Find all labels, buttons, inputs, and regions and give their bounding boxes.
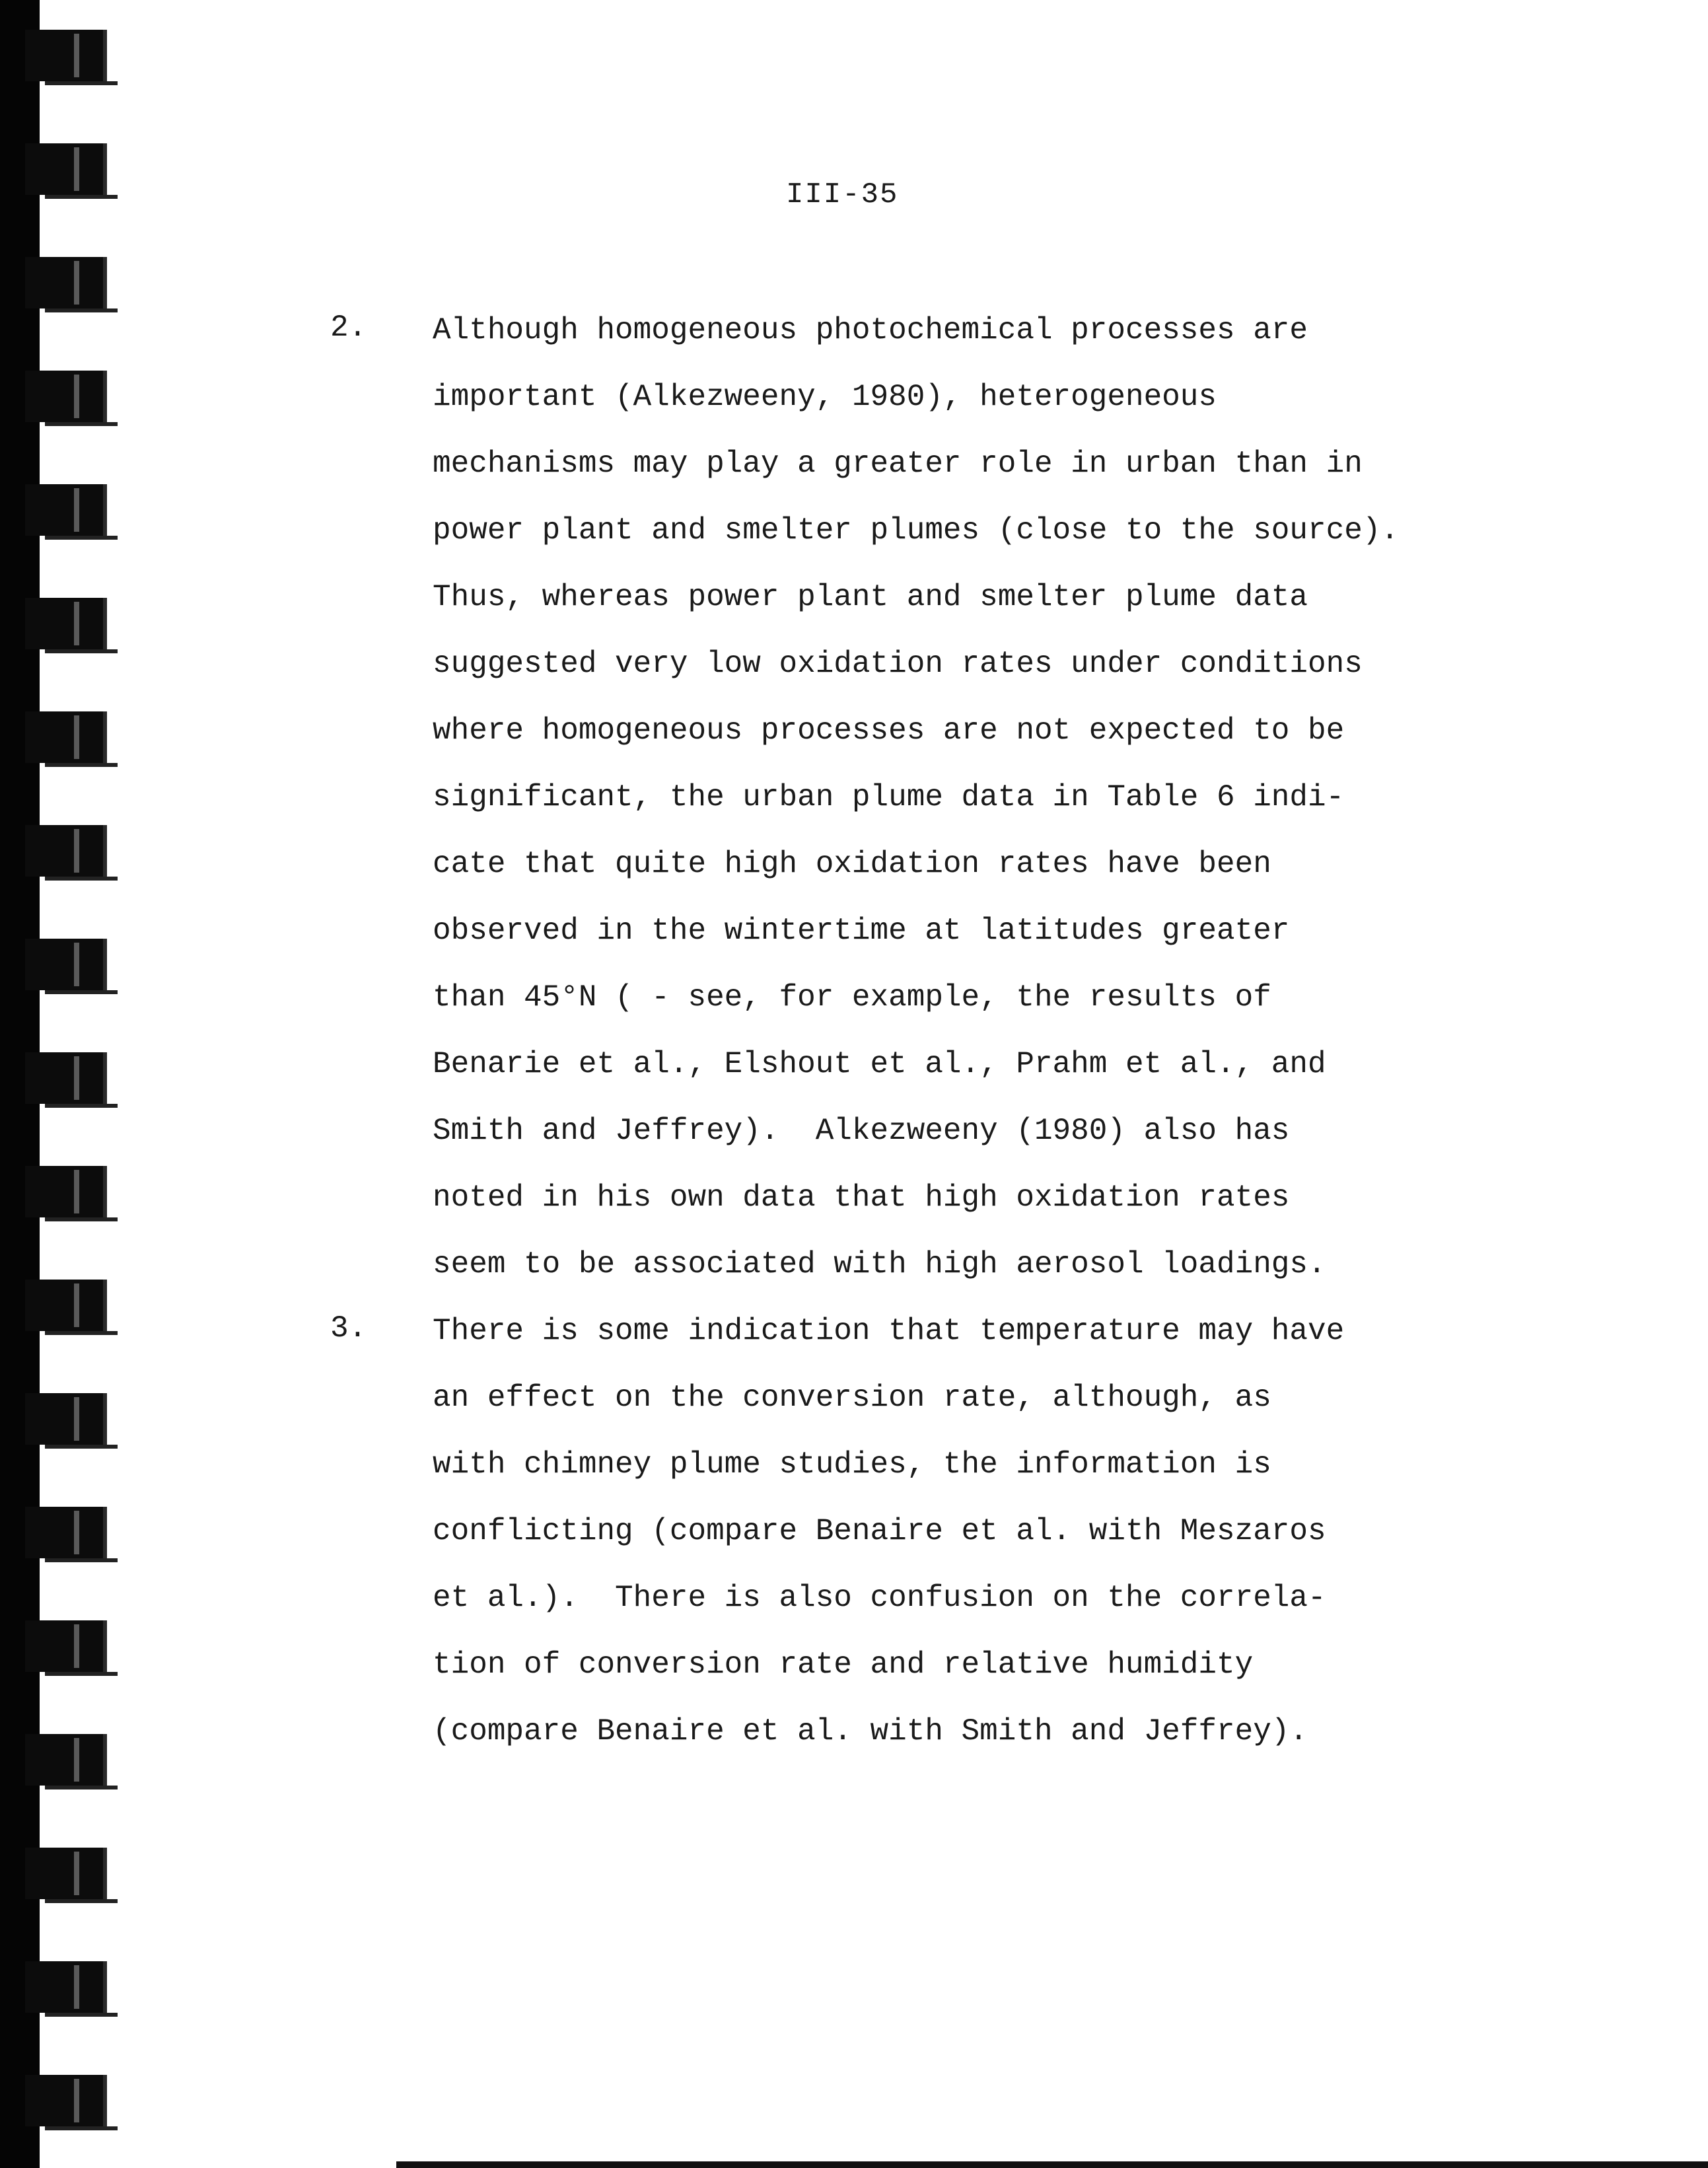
text-line: power plant and smelter plumes (close to the source).: [433, 513, 1400, 548]
binding-ring: [25, 1393, 103, 1453]
binding-ring: [25, 1052, 103, 1112]
binding-ring: [25, 1620, 103, 1680]
text-line: Although homogeneous photochemical processes are: [433, 313, 1308, 347]
text-line: et al.). There is also confusion on the correla-: [433, 1581, 1326, 1615]
text-line: noted in his own data that high oxidation rates: [433, 1180, 1290, 1215]
text-line: Thus, whereas power plant and smelter plume data: [433, 580, 1308, 614]
text-line: than 45°N ( - see, for example, the results of: [433, 980, 1271, 1015]
item-text: [433, 310, 1399, 1311]
binding-ring: [25, 1848, 103, 1907]
binding-ring: [25, 1507, 103, 1566]
text-line: mechanisms may play a greater role in urban than in: [433, 447, 1363, 481]
item-number: 2.: [330, 310, 367, 345]
binding-ring: [25, 825, 103, 885]
binding-ring: [25, 711, 103, 771]
page-bottom-edge: [396, 2161, 1708, 2168]
binding-ring: [25, 371, 103, 430]
text-line: Smith and Jeffrey). Alkezweeny (1980) also has: [433, 1114, 1290, 1148]
binding-ring: [25, 1734, 103, 1793]
text-line: important (Alkezweeny, 1980), heterogeneous: [433, 380, 1217, 414]
binding-ring: [25, 484, 103, 544]
binding-ring: [25, 257, 103, 316]
item-text: [433, 1311, 1344, 1778]
text-line: tion of conversion rate and relative humidity: [433, 1647, 1254, 1682]
text-line: cate that quite high oxidation rates have been: [433, 847, 1271, 881]
text-line: with chimney plume studies, the information is: [433, 1447, 1271, 1482]
text-line: Benarie et al., Elshout et al., Prahm et al., and: [433, 1047, 1326, 1081]
binding-ring: [25, 598, 103, 657]
text-line: seem to be associated with high aerosol loadings.: [433, 1247, 1326, 1282]
binding-ring: [25, 1961, 103, 2021]
binding-ring: [25, 1280, 103, 1339]
binding-ring: [25, 2075, 103, 2134]
binding-ring: [25, 939, 103, 998]
text-line: There is some indication that temperature may have: [433, 1314, 1345, 1348]
page-number: III-35: [786, 178, 899, 211]
item-number: 3.: [330, 1311, 367, 1346]
text-line: significant, the urban plume data in Table 6 indi-: [433, 780, 1345, 814]
text-line: (compare Benaire et al. with Smith and Jeffrey).: [433, 1714, 1308, 1749]
text-line: an effect on the conversion rate, although, as: [433, 1381, 1271, 1415]
text-line: conflicting (compare Benaire et al. with Meszaros: [433, 1514, 1326, 1548]
text-line: observed in the wintertime at latitudes greater: [433, 914, 1290, 948]
binding-ring: [25, 30, 103, 89]
binding-ring: [25, 143, 103, 203]
text-line: suggested very low oxidation rates under conditions: [433, 647, 1363, 681]
binding-ring: [25, 1166, 103, 1225]
text-line: where homogeneous processes are not expected to be: [433, 713, 1345, 748]
